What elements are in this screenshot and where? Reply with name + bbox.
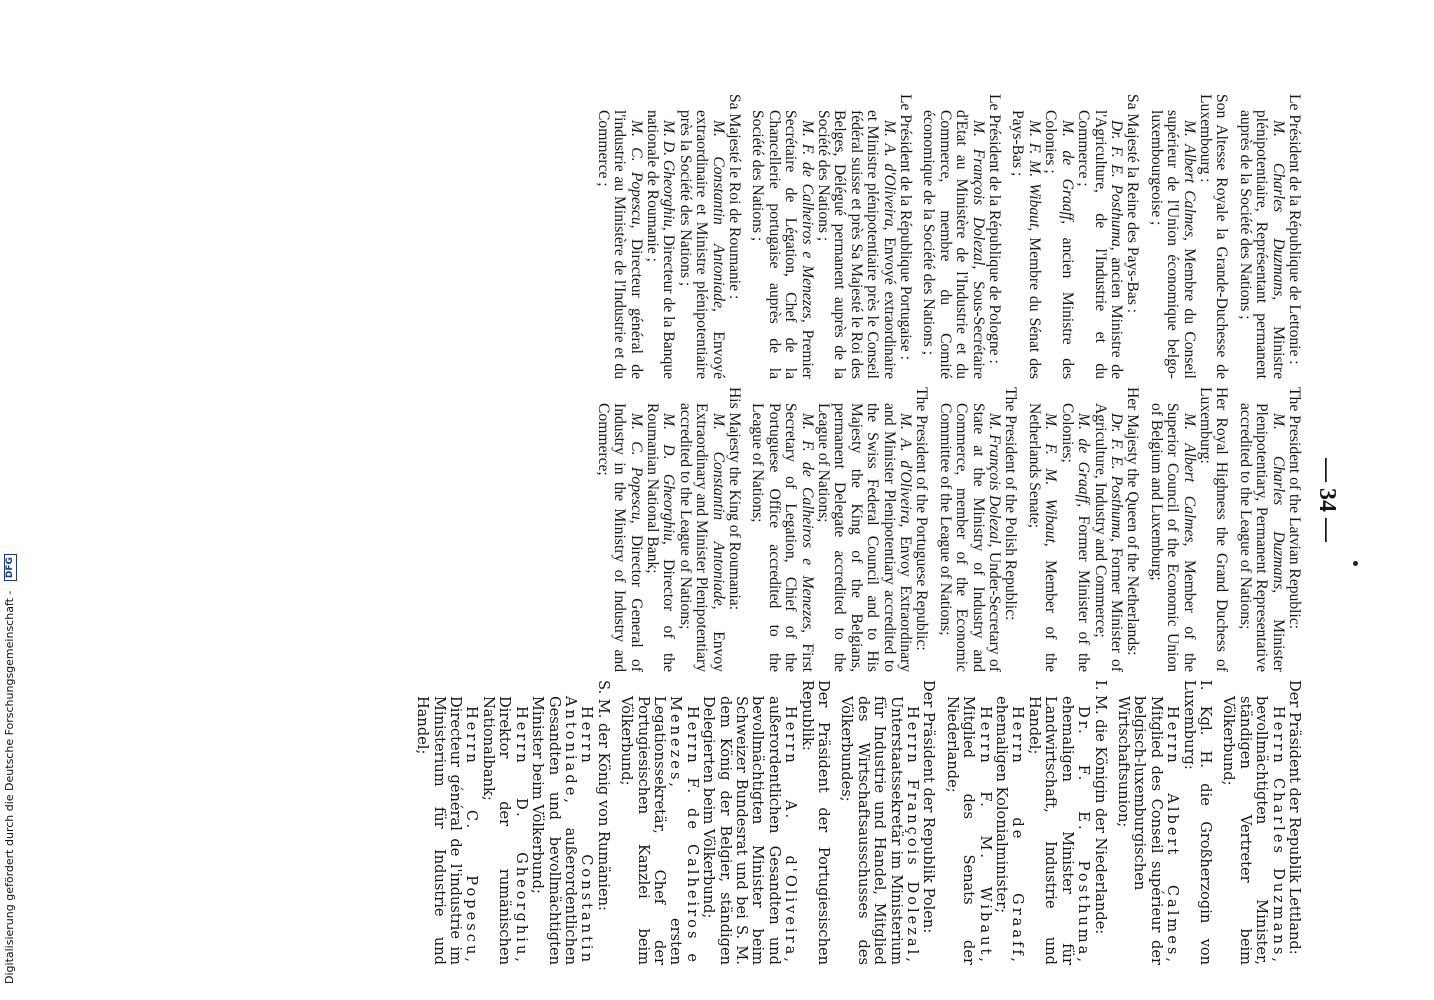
delegate-entry (700, 696, 798, 965)
delegate-function: Envoyé extraordinaire et Ministre plénipotentiaire près la Société des Nations ; (676, 110, 727, 379)
delegate-entry (644, 110, 677, 379)
delegate-function: Envoy Extraordinary and Minister Plenipotentiary accredited to the Swiss Federal Council and to His Majesty the King of the Belgians, permanent Delegate accredited to the League of Nations; (815, 403, 915, 672)
delegate-entry (1147, 403, 1196, 672)
delegate-entry (1058, 403, 1091, 672)
delegate-entry (1026, 696, 1092, 965)
sovereign-title: Le Président de la République Portugaise : (897, 94, 915, 360)
signatory-entry (920, 94, 1002, 379)
delegate-function: Membre du Conseil supérieur de l'Union économique belgo-luxembourgeoise ; (1147, 110, 1198, 380)
sovereign-title: Sa Majesté le Roi de Roumanie : (726, 94, 743, 300)
delegate-function: ersten Legationssekretär, Chef der Portugiesischen Kanzlei beim Völkerbund; (618, 696, 685, 965)
delegate-name: Herrn François Dolezal, (904, 706, 922, 965)
delegate-function: Mitglied des Senats der Niederlande; (943, 696, 978, 965)
delegate-function: bevollmächtigten Minister, ständigen Vertreter beim Völkerbund; (1220, 696, 1271, 965)
signatory-entry (1236, 94, 1302, 379)
page-number: — 34 — (1314, 458, 1340, 542)
delegate-function: außerordentlichen Gesandten und bevollmächtigten Minister beim Völkerbund; (529, 696, 579, 965)
delegate-entry (1236, 403, 1285, 672)
delegate-name: M. F. M. Wibaut, (1025, 120, 1043, 232)
sovereign-title: S. M. der König von Rumänien: (594, 680, 612, 911)
delegate-name: M. A. d'Oliveira, (897, 413, 915, 528)
delegate-function: Membre du Sénat des Pays-Bas ; (1009, 110, 1043, 379)
delegate-function: Director of the Roumanian National Bank; (643, 403, 678, 672)
sovereign-title: Le Président de la République de Lettonie : (1286, 94, 1303, 365)
sovereign-title: Sa Majesté la Reine des Pays-Bas : (1124, 94, 1142, 314)
delegate-entry (618, 696, 700, 965)
sovereign-title: Her Majesty the Queen of the Netherlands: (1124, 387, 1142, 656)
scan-speck (1353, 561, 1358, 566)
english-column (587, 387, 1302, 672)
delegate-entry (529, 696, 595, 965)
sovereign-title: I. Kgl. H. die Großherzogin von Luxemburg: (1180, 680, 1214, 965)
sovereign-title: I. M. die Königin der Niederlande: (1091, 680, 1109, 935)
delegate-entry (594, 110, 643, 379)
delegate-entry (1147, 110, 1196, 379)
delegate-name: Herrn Constantin Antoniade, (561, 696, 596, 965)
delegate-entry (1236, 110, 1285, 379)
sovereign-title: The President of the Polish Republic: (1002, 387, 1020, 621)
delegate-function: Premier Secrétaire de Légation, Chef de la Chancellerie portugaise auprès de la Société des Nations ; (749, 110, 816, 379)
german-column (407, 680, 1302, 965)
delegate-function: Member of the Netherlands Senate; (1025, 403, 1060, 672)
delegate-function: Ministre plénipotentiaire, Représentant permanent auprès de la Société des Nations ; (1236, 110, 1287, 379)
delegate-entry (1042, 110, 1075, 379)
sovereign-title: The President of the Latvian Republic: (1286, 387, 1303, 630)
delegate-name: M. François Dolezal, (986, 413, 1004, 548)
delegate-name: Herrn D. Gheorghiu, (512, 706, 530, 965)
delegate-name: M. Charles Duzmans, (1269, 413, 1287, 594)
delegate-entry (815, 110, 897, 379)
delegate-entry (920, 110, 986, 379)
french-column (587, 94, 1302, 379)
delegate-function: Unterstaatssekretär im Ministerium für Industrie und Handel, Mitglied des Wirtschaftsausschusses des Völkerbundes; (838, 696, 905, 965)
sovereign-title: Son Altesse Royale la Grande-Duchesse de Luxembourg : (1196, 94, 1231, 379)
delegate-name: M. C. Popescu, (627, 413, 645, 524)
delegate-entry (480, 696, 529, 965)
delegate-function: ancien Ministre des Colonies ; (1042, 110, 1076, 380)
delegate-name: M. D. Gheorghiu, (660, 413, 678, 545)
sovereign-title: Der Präsident der Republik Polen: (920, 680, 938, 934)
signatory-entry (1147, 94, 1229, 379)
delegate-function: ehemaligen Kolonialminister; (993, 696, 1011, 914)
sovereign-title: Der Präsident der Republik Lettland: (1286, 680, 1303, 955)
delegate-entry (414, 696, 480, 965)
delegate-function: Minister Plenipotentiary, Permanent Representative accredited to the League of Nations; (1236, 403, 1287, 672)
sovereign-title: Her Royal Highness the Grand Duchess of Luxemburg: (1196, 387, 1231, 672)
delegate-name: Herrn Charles Duzmans, (1269, 706, 1287, 965)
delegate-function: Direktor der rumänischen Nationalbank; (479, 696, 514, 965)
sovereign-title: The President of the Portuguese Republic: (913, 387, 931, 651)
delegate-entry (838, 696, 920, 965)
signatory-entry (943, 680, 1107, 965)
delegate-function: Sous-Secrétaire d'Etat au Ministère de l'Industrie et du Commerce, membre du Comité économique de la Société des Nations ; (920, 110, 987, 379)
delegate-name: M. F. de Calheiros e Menezes, (798, 413, 816, 634)
delegate-name: M. de Graaff, (1058, 120, 1076, 225)
delegate-name: Herrn de Graaff, (1009, 706, 1027, 965)
delegate-function: Member of the Superior Council of the Economic Union of Belgium and Luxemburg; (1147, 403, 1198, 673)
sovereign-title: Der Präsident der Portugiesischen Republik: (798, 680, 833, 965)
delegate-entry (749, 110, 815, 379)
signatory-entry (749, 387, 929, 672)
signatory-entry (414, 680, 611, 965)
delegate-name: M. Constantin Antoniade, (709, 120, 727, 312)
delegate-name: Dr. F. E. Posthuma, (1107, 413, 1125, 542)
delegate-entry (676, 403, 725, 672)
delegate-name: Herrn A. d'Oliveira, (782, 706, 800, 965)
delegate-name: M. F. M. Wibaut, (1042, 413, 1060, 547)
delegate-function: Mitglied des Conseil supérieur der belgisch-luxemburgischen Wirtschaftsunion; (1114, 696, 1165, 965)
sovereign-title: His Majesty the King of Roumania: (726, 387, 743, 611)
delegate-name: Herrn F. de Calheiros e Menezes, (667, 696, 701, 965)
delegate-name: M. de Graaff, (1075, 413, 1093, 508)
delegate-name: M. D. Gheorghiu, (660, 120, 678, 231)
delegate-name: M. Constantin Antoniade, (709, 413, 727, 610)
delegate-function: Directeur de la Banque nationale de Roumanie ; (643, 110, 678, 379)
delegate-entry (749, 403, 815, 672)
delegate-function: Under-Secretary of State at the Ministry of Industry and Commerce, member of the Economic Committee of the League of Nations; (936, 403, 1004, 673)
delegate-entry (936, 403, 1002, 672)
delegate-function: Envoyé extraordinaire et Ministre plénipotentiaire près le Conseil fédéral suisse et près Sa Majesté le Roi des Belges, Délégué permanent auprès de la Société des Nations ; (815, 110, 898, 379)
delegate-name: M. François Dolezal, (969, 120, 987, 270)
signatory-entry (618, 680, 831, 965)
delegate-entry (815, 403, 913, 672)
delegate-function: Directeur général de l'industrie au Ministère de l'Industrie et du Commerce ; (594, 110, 645, 379)
credit-text: Digitalisierung gefördert durch die Deutsche Forschungsgemeinschaft - (3, 590, 16, 984)
signatory-entry (838, 680, 936, 965)
delegate-name: Herrn Albert Calmes, (1164, 706, 1182, 965)
sovereign-title: Le Président de la République de Pologne : (986, 94, 1004, 364)
delegate-entry (676, 110, 725, 379)
delegate-function: ehemaligen Minister für Landwirtschaft, Industrie und Handel; (1025, 696, 1076, 965)
signatory-entry (749, 94, 913, 379)
delegate-function: Former Minister of Agriculture, Industry and Commerce; (1091, 403, 1125, 672)
delegate-name: Dr. F. E. Posthuma, (1107, 120, 1125, 251)
signatory-entry (1236, 387, 1302, 672)
delegate-function: Director General of Industry in the Ministry of Industry and Commerce; (594, 403, 645, 673)
delegate-function: Former Minister of the Colonies; (1058, 403, 1093, 673)
signatory-entry (1009, 94, 1140, 379)
signatory-entry (1026, 387, 1141, 672)
delegate-entry (943, 696, 992, 965)
delegate-entry (1220, 696, 1286, 965)
delegate-name: M. A. d'Oliveira, (880, 120, 898, 231)
delegate-name: M. C. Popescu, (627, 120, 645, 229)
delegate-name: M. F. de Calheiros e Menezes, (798, 120, 816, 323)
dfg-logo: DFG (4, 554, 17, 581)
digitization-credit (0, 0, 20, 1000)
delegate-function: außerordentlichen Gesandten und bevollmächtigten Minister beim Schweizer Bundesrat und bei S. M. dem König der Belgier, ständigen Delegierten beim Völkerbund; (700, 696, 783, 965)
delegate-name: Herrn F. M. Wibaut, (976, 706, 994, 965)
delegate-function: Envoy Extraordinary and Minister Plenipotentiary accredited to the League of Nations; (676, 403, 727, 672)
delegate-entry (1075, 110, 1124, 379)
delegate-function: ancien Ministre de l'Agriculture, de l'Industrie et du Commerce ; (1075, 110, 1125, 379)
delegate-name: Herrn C. Popescu, (463, 706, 481, 965)
delegate-entry (594, 403, 643, 672)
signatory-entry (594, 387, 742, 672)
signatory-entry (1147, 387, 1229, 672)
delegate-entry (1115, 696, 1181, 965)
delegate-function: Directeur général de l'industrie im Ministerium für Industrie und Handel; (414, 696, 465, 965)
delegate-entry (644, 403, 677, 672)
delegate-name: M. Charles Duzmans, (1269, 120, 1287, 301)
delegate-name: Dr. F. E. Posthuma, (1075, 706, 1093, 965)
delegate-entry (1026, 403, 1059, 672)
signatory-entry (1220, 680, 1302, 965)
delegate-entry (993, 696, 1026, 965)
delegate-name: M. Albert Calmes, (1180, 413, 1198, 547)
signatory-entry (594, 94, 742, 379)
delegate-name: M. Albert Calmes, (1180, 120, 1198, 241)
delegate-entry (1091, 403, 1124, 672)
delegate-entry (1009, 110, 1042, 379)
signatory-entry (1115, 680, 1213, 965)
signatory-entry (936, 387, 1018, 672)
delegate-function: First Secretary of Legation, Chief of the Portuguese Office accredited to the League of Nations; (749, 403, 816, 672)
